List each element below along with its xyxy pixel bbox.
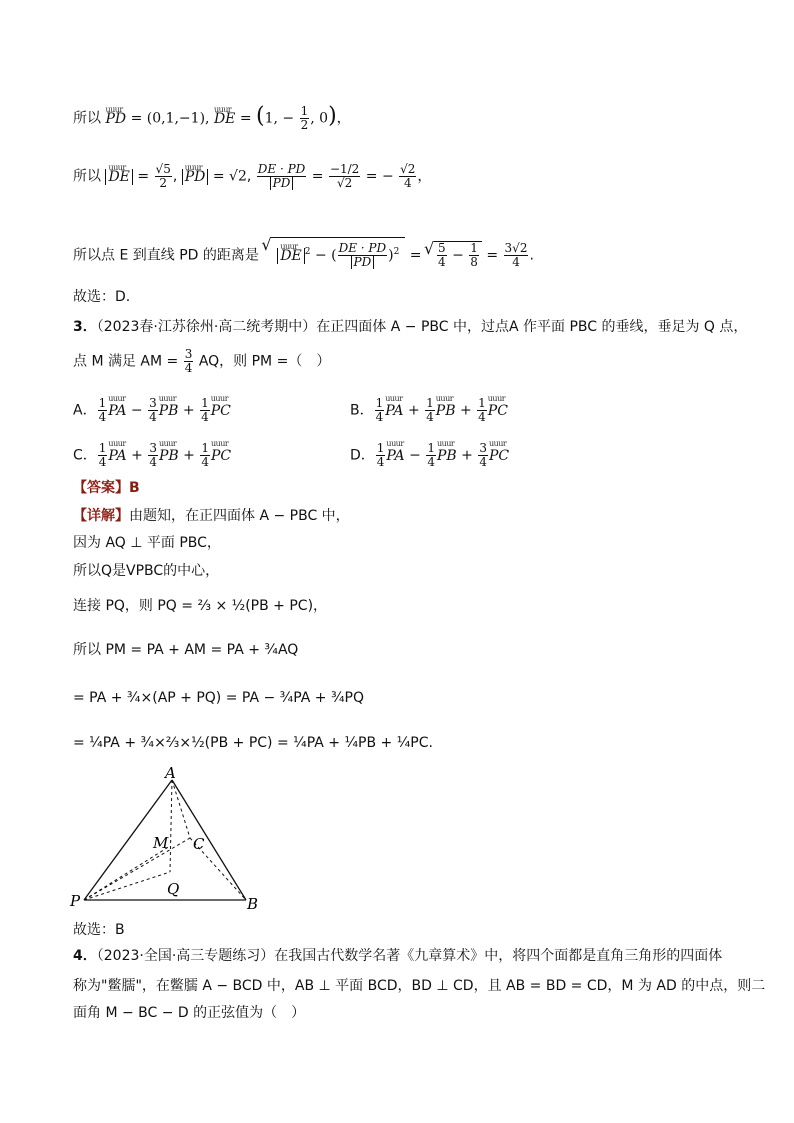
label-m: M [153,834,169,852]
vector-pd: uuur PD [105,109,126,129]
detail-line-5: 所以 PM = PA + AM = PA + ¾AQ [73,642,299,658]
question-4-line-3: 面角 M − BC − D 的正弦值为（ ） [73,1005,306,1021]
label-c: C [193,835,205,853]
answer-tag: 【答案】B [73,480,140,496]
solution-line-distance: 所以点 E 到直线 PD 的距离是 √ uuur DE $^2$ − ( $\frac{DE \cdot PD}{PD}$ )$^2$ = √ $\frac{5}{4}$ − $\frac{1}{8}$ = $\frac{3√2}{4}$ . [73,237,534,273]
label-a: A [165,764,176,782]
tetrahedron-figure [60,760,270,910]
option-a[interactable]: A． $\frac{1}{4}$ uuur PA − $\frac{3}{4}$ uuur PB + $\frac{1}{4}$ uuur PC [73,397,231,424]
question-4-line-2: 称为"鳖臑"，在鳖臑 A − BCD 中，AB ⊥ 平面 BCD，BD ⊥ CD，且 AB = BD = CD，M 为 AD 的中点，则二 [73,978,766,994]
option-b[interactable]: B． $\frac{1}{4}$ uuur PA + $\frac{1}{4}$ uuur PB + $\frac{1}{4}$ uuur PC [350,397,508,424]
label-q: Q [167,880,180,898]
detail-line-1: 【详解】由题知，在正四面体 A − PBC 中， [73,508,350,524]
detail-line-7: = ¼PA + ¾×⅔×½(PB + PC) = ¼PA + ¼PB + ¼PC. [73,735,433,751]
answer-line-q3: 故选：B [73,922,125,938]
detail-line-4: 连接 PQ，则 PQ = ⅔ × ½(PB + PC)， [73,598,328,614]
detail-line-2: 因为 AQ ⊥ 平面 PBC， [73,535,221,551]
solution-line-vectors: 所以 uuur PD = (0,1,−1), uuur DE = (1, − $\frac{1}{2}$ , 0)， [73,105,351,132]
question-4-line-1: 4．（2023·全国·高三专题练习）在我国古代数学名著《九章算术》中，将四个面都是直角三角形的四面体 [73,948,723,964]
question-3-stem-2: 点 M 满足 AM = $\frac{3}{4}$ AQ，则 PM =（ ） [73,347,331,375]
answer-line-prev: 故选：D. [73,289,131,305]
label-p: P [70,892,81,910]
detail-line-6: = PA + ¾×(AP + PQ) = PA − ¾PA + ¾PQ [73,690,365,706]
detail-line-3: 所以Q是VPBC的中心， [73,563,220,579]
question-3-stem: 3．（2023春·江苏徐州·高二统考期中）在正四面体 A − PBC 中，过点A 作平面 PBC 的垂线，垂足为 Q 点， [73,319,748,335]
option-c[interactable]: C． $\frac{1}{4}$ uuur PA + $\frac{3}{4}$ uuur PB + $\frac{1}{4}$ uuur PC [73,442,231,469]
option-d[interactable]: D． $\frac{1}{4}$ uuur PA − $\frac{1}{4}$ uuur PB + $\frac{3}{4}$ uuur PC [350,442,509,469]
vector-de: uuur DE [214,109,235,129]
solution-line-magnitudes: 所以 uuur DE = $\frac{√5}{2}$ , uuur PD = √2, $\frac{DE \cdot PD}{PD}$ = $\frac{-1/2}{√2}$ = − $\frac{√2}{4}$ ， [73,163,431,190]
label-b: B [247,895,259,910]
